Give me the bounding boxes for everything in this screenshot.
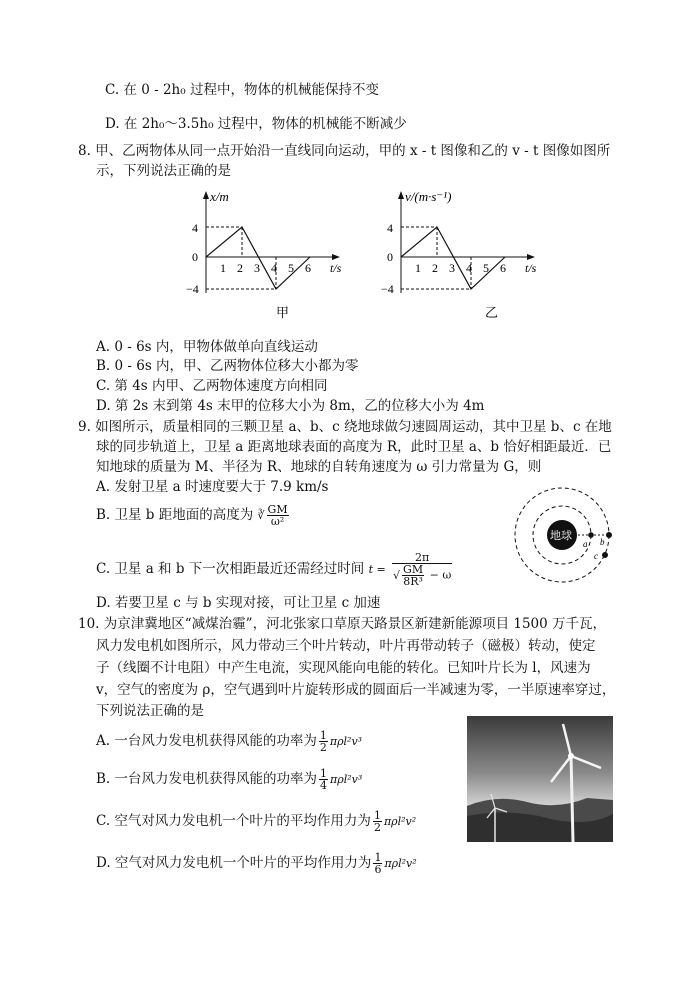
graph-yi-y-tick-neg4: −4 — [381, 282, 394, 296]
q10-option-d-fraction — [373, 852, 382, 875]
graph-jia-x-tick-4: 4 — [271, 261, 277, 275]
q10-option-b-num: 1 — [320, 767, 328, 780]
q10-option-d — [96, 850, 417, 877]
turbine-hub — [568, 753, 574, 759]
q10-option-c-text: C. 空气对风力发电机一个叶片的平均作用力为 — [96, 813, 371, 829]
graph-yi — [375, 185, 560, 325]
q10-option-c-tail: πρl²v² — [383, 815, 417, 828]
satellite-b-icon — [606, 532, 612, 538]
satellite-c-icon — [602, 552, 608, 558]
graph-jia-ylabel: x/m — [210, 189, 229, 204]
q10-option-b-fraction — [319, 768, 328, 791]
graph-jia-x-tick-5: 5 — [288, 261, 294, 275]
graph-yi-x-tick-6: 6 — [500, 261, 506, 275]
q9-stem-line3: 知地球的质量为 M、半径为 R、地球的自转角速度为 ω 引力常量为 G，则 — [96, 459, 542, 475]
q9-option-a: A. 发射卫星 a 时速度要大于 7.9 km/s — [96, 479, 329, 495]
q8-stem-line2: 示，下列说法正确的是 — [96, 163, 231, 179]
q7-option-c: C. 在 0 - 2h₀ 过程中，物体的机械能保持不变 — [105, 82, 379, 98]
q10-option-b-text: B. 一台风力发电机获得风能的功率为 — [96, 771, 318, 787]
graph-yi-caption: 乙 — [485, 305, 499, 320]
q9-option-c-inner-den: 8R³ — [403, 575, 423, 588]
q9-option-b — [96, 502, 291, 529]
q10-option-a-den: 2 — [319, 741, 327, 754]
q10-option-b-den: 4 — [320, 779, 328, 792]
graph-yi-x-tick-4: 4 — [466, 261, 472, 275]
graph-yi-xlabel: t/s — [525, 261, 537, 275]
q10-option-b — [96, 766, 362, 793]
q10-option-a — [96, 728, 362, 755]
q9-option-c-inner-num: GM — [403, 563, 424, 576]
q10-option-c-num: 1 — [373, 809, 381, 822]
q9-option-c-num: 2π — [392, 552, 452, 564]
graph-yi-ylabel: v/(m·s⁻¹) — [405, 189, 452, 204]
wind-turbine-photo — [467, 716, 613, 842]
graph-yi-x-tick-5: 5 — [483, 261, 489, 275]
graph-jia-line — [206, 227, 310, 289]
graph-yi-x-tick-2: 2 — [432, 261, 438, 275]
graph-jia-xlabel: t/s — [330, 261, 342, 275]
q9-option-c-inner-fraction — [402, 564, 424, 587]
graph-jia-y-tick-4: 4 — [192, 221, 198, 235]
q10-option-a-fraction — [319, 730, 328, 753]
q10-option-d-tail: πρl²v² — [384, 857, 417, 870]
q10-option-d-num: 1 — [374, 851, 382, 864]
graph-jia-x-tick-6: 6 — [305, 261, 311, 275]
q9-option-c-t: t = — [368, 563, 386, 576]
q10-option-a-tail: πρl²v³ — [329, 735, 363, 748]
satellite-a-icon — [588, 532, 594, 538]
q10-stem-line3: 子（线圈不计电阻）中产生电流，实现风能向电能的转化。已知叶片长为 l，风速为 — [96, 660, 591, 676]
q10-option-c-den: 2 — [373, 821, 381, 834]
q9-option-c-text: C. 卫星 a 和 b 下一次相距最近还需经过时间 — [96, 561, 365, 577]
q10-stem-line1: 10. 为京津冀地区“减煤治霾”，河北张家口草原天路景区新建新能源项目 1500 万千瓦， — [78, 616, 607, 632]
q10-option-c-fraction — [373, 810, 382, 833]
q9-option-b-text: B. 卫星 b 距地面的高度为 — [96, 507, 254, 523]
q10-stem-line4: v，空气的密度为 ρ，空气遇到叶片旋转形成的圆面后一半减速为零，一半原速率穿过， — [96, 682, 616, 698]
q10-stem-line2: 风力发电机如图所示，风力带动三个叶片转动，叶片再带动转子（磁极）转动，使定 — [96, 638, 596, 654]
q10-option-d-den: 6 — [374, 863, 382, 876]
q10-option-c — [96, 808, 416, 835]
graph-yi-y-tick-0: 0 — [387, 250, 393, 264]
q8-option-b: B. 0 - 6s 内，甲、乙两物体位移大小都为零 — [96, 358, 359, 374]
q9-option-b-num: GM — [267, 503, 288, 516]
q8-stem-line1: 8. 甲、乙两物体从同一点开始沿一直线同向运动，甲的 x - t 图像和乙的 v - t 图像如图所 — [78, 143, 611, 159]
graph-yi-x-arrow — [527, 254, 535, 260]
satellite-a-label: a — [583, 539, 588, 549]
q9-option-d: D. 若要卫星 c 与 b 实现对接，可让卫星 c 加速 — [96, 595, 381, 611]
graph-yi-y-tick-4: 4 — [387, 221, 393, 235]
q10-option-a-text: A. 一台风力发电机获得风能的功率为 — [96, 733, 317, 749]
graph-jia-y-tick-neg4: −4 — [186, 282, 199, 296]
graph-jia-y-tick-0: 0 — [192, 250, 198, 264]
q9-option-b-fraction — [267, 504, 289, 527]
q10-option-a-num: 1 — [319, 729, 327, 742]
q8-option-d: D. 第 2s 末到第 4s 末甲的位移大小为 8m，乙的位移大小为 4m — [96, 398, 485, 414]
q9-option-b-den: ω² — [270, 515, 285, 528]
turbine-tower — [571, 756, 573, 842]
cube-root-symbol: ∛ — [257, 508, 265, 522]
sqrt-symbol: √ — [393, 569, 401, 582]
q9-option-c-den — [392, 564, 452, 587]
q9-option-c — [96, 552, 454, 587]
q9-stem-line2: 球的同步轨道上，卫星 a 距离地球表面的高度为 R，此时卫星 a、b 恰好相距最近．已 — [96, 439, 612, 455]
q9-option-c-minus-omega: − ω — [429, 568, 452, 582]
graph-yi-line — [401, 227, 505, 289]
satellite-c-label: c — [594, 551, 598, 561]
q9-stem-line1: 9. 如图所示，质量相同的三颗卫星 a、b、c 绕地球做匀速圆周运动，其中卫星 b、c 在地 — [78, 419, 612, 435]
q8-option-a: A. 0 - 6s 内，甲物体做单向直线运动 — [96, 339, 318, 355]
graph-jia-x-tick-2: 2 — [237, 261, 243, 275]
graph-jia-x-tick-1: 1 — [220, 261, 226, 275]
graph-jia — [180, 185, 355, 325]
graph-jia-x-arrow — [332, 254, 340, 260]
q10-option-d-text: D. 空气对风力发电机一个叶片的平均作用力为 — [96, 855, 372, 871]
graph-yi-x-tick-1: 1 — [415, 261, 421, 275]
q8-option-c: C. 第 4s 内甲、乙两物体速度方向相同 — [96, 378, 328, 394]
graph-yi-x-tick-3: 3 — [449, 261, 455, 275]
q10-option-b-tail: πρl²v³ — [330, 773, 363, 786]
orbit-diagram — [510, 486, 640, 591]
graph-yi-y-arrow — [398, 191, 404, 199]
earth-label: 地球 — [550, 530, 572, 542]
q7-option-d: D. 在 2h₀～3.5h₀ 过程中，物体的机械能不断减少 — [105, 116, 407, 132]
graph-jia-x-tick-3: 3 — [254, 261, 260, 275]
q9-option-c-fraction — [392, 552, 452, 587]
graph-jia-y-arrow — [203, 191, 209, 199]
satellite-b-label: b — [600, 537, 605, 547]
graph-jia-caption: 甲 — [276, 305, 290, 320]
q10-stem-line5: 下列说法正确的是 — [96, 703, 204, 719]
